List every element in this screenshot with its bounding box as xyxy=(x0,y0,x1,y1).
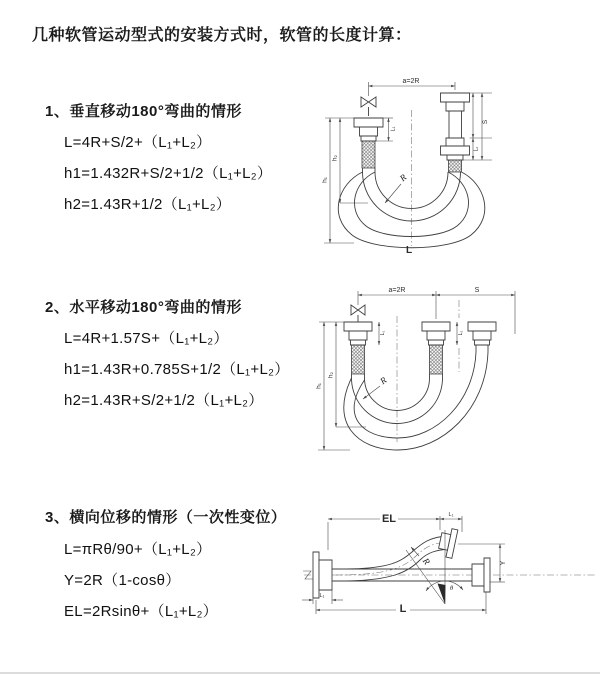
section-1-formula-L: L=4R+S/2+（L₁+L₂） xyxy=(64,134,212,151)
d3-dim-l1-top xyxy=(440,512,462,532)
section-2-formula-h1: h1=1.43R+0.785S+1/2（L₁+L₂） xyxy=(64,361,290,378)
d2-label-h2: h₂ xyxy=(327,371,335,379)
d3-left-flange xyxy=(313,552,332,598)
d1-right-flange-lower xyxy=(441,138,470,160)
d3-dim-el xyxy=(328,512,440,550)
d2-left-braid xyxy=(352,345,365,374)
diagram-vertical-180-bend xyxy=(310,72,600,262)
d1-radius-leader xyxy=(385,172,409,203)
diagram-horizontal-180-bend xyxy=(310,282,600,460)
d2-right-flange xyxy=(468,322,496,345)
d2-label-r: R xyxy=(378,374,389,387)
section-3-formula-EL: EL=2Rsinθ+（L₁+L₂） xyxy=(64,603,218,620)
d2-dim-l2 xyxy=(457,322,464,345)
d1-right-riser xyxy=(449,111,462,138)
d3-label-r: R xyxy=(420,556,433,567)
section-1-formula-h1: h1=1.432R+S/2+1/2（L₁+L₂） xyxy=(64,165,273,182)
d2-label-h1: h₁ xyxy=(315,383,323,389)
d2-middle-flange xyxy=(422,322,450,345)
d1-left-hose-stub xyxy=(363,168,376,172)
d2-radius-leader xyxy=(363,375,389,399)
d3-label-l1-top: L₁ xyxy=(448,512,454,518)
section-1-formula-h2: h2=1.43R+1/2（L₁+L₂） xyxy=(64,196,232,213)
d1-valve-icon xyxy=(361,97,376,116)
d2-middle-braid xyxy=(430,345,443,374)
d1-left-flange xyxy=(354,118,383,141)
d1-label-l2: L₂ xyxy=(473,146,480,152)
d2-label-l1: L₁ xyxy=(380,330,386,336)
d1-right-flange-upper xyxy=(441,93,470,111)
d1-left-braid xyxy=(362,141,375,168)
d2-dim-a2r xyxy=(358,287,436,319)
d1-label-a2r: a=2R xyxy=(402,78,420,85)
d1-right-braid xyxy=(449,160,462,172)
d1-dim-h1 xyxy=(322,118,355,243)
section-2-formula-h2: h2=1.43R+S/2+1/2（L₁+L₂） xyxy=(64,392,264,409)
d1-label-l: L xyxy=(405,245,413,256)
section-2-formula-L: L=4R+1.57S+（L₁+L₂） xyxy=(64,330,229,347)
d3-hose-curve xyxy=(336,536,449,581)
d2-hose-position-2 xyxy=(344,352,488,450)
d1-label-h2: h₂ xyxy=(331,154,339,162)
d2-label-a2r: a=2R xyxy=(388,287,406,294)
d3-label-l1-bottom: L₁ xyxy=(319,593,325,599)
page-title: 几种软管运动型式的安装方式时，软管的长度计算： xyxy=(32,27,412,44)
d3-upper-flange xyxy=(437,527,458,558)
d2-dim-h1 xyxy=(316,322,351,450)
d1-label-r: R xyxy=(397,172,409,184)
d1-label-h1: h₁ xyxy=(321,177,329,183)
section-3-heading: 3、横向位移的情形（一次性变位） xyxy=(45,509,287,526)
page-bottom-rule xyxy=(0,672,600,674)
section-2-heading: 2、水平移动180°弯曲的情形 xyxy=(45,299,242,316)
d3-label-l: L xyxy=(399,603,407,615)
d2-left-flange xyxy=(344,322,372,345)
d2-dim-l1 xyxy=(379,322,386,345)
section-1-heading: 1、垂直移动180°弯曲的情形 xyxy=(45,103,242,120)
d3-dim-l xyxy=(316,592,486,615)
d2-label-l2: L₂ xyxy=(458,330,464,336)
d3-label-theta: θ xyxy=(450,585,454,592)
d3-label-el: EL xyxy=(381,513,397,525)
section-3-formula-L: L=πRθ/90+（L₁+L₂） xyxy=(64,541,212,558)
d2-label-s: S xyxy=(474,287,480,294)
d2-valve-icon xyxy=(351,305,365,322)
diagram-lateral-displacement xyxy=(300,488,600,663)
d3-dim-l1-bottom xyxy=(302,590,343,604)
d1-label-s: S xyxy=(482,119,489,125)
d2-right-stub xyxy=(476,345,488,352)
d3-right-flange xyxy=(472,558,490,592)
d1-label-l1: L₁ xyxy=(390,126,397,132)
section-3-formula-Y: Y=2R（1-cosθ） xyxy=(64,572,181,589)
d3-label-y: Y xyxy=(500,560,507,566)
